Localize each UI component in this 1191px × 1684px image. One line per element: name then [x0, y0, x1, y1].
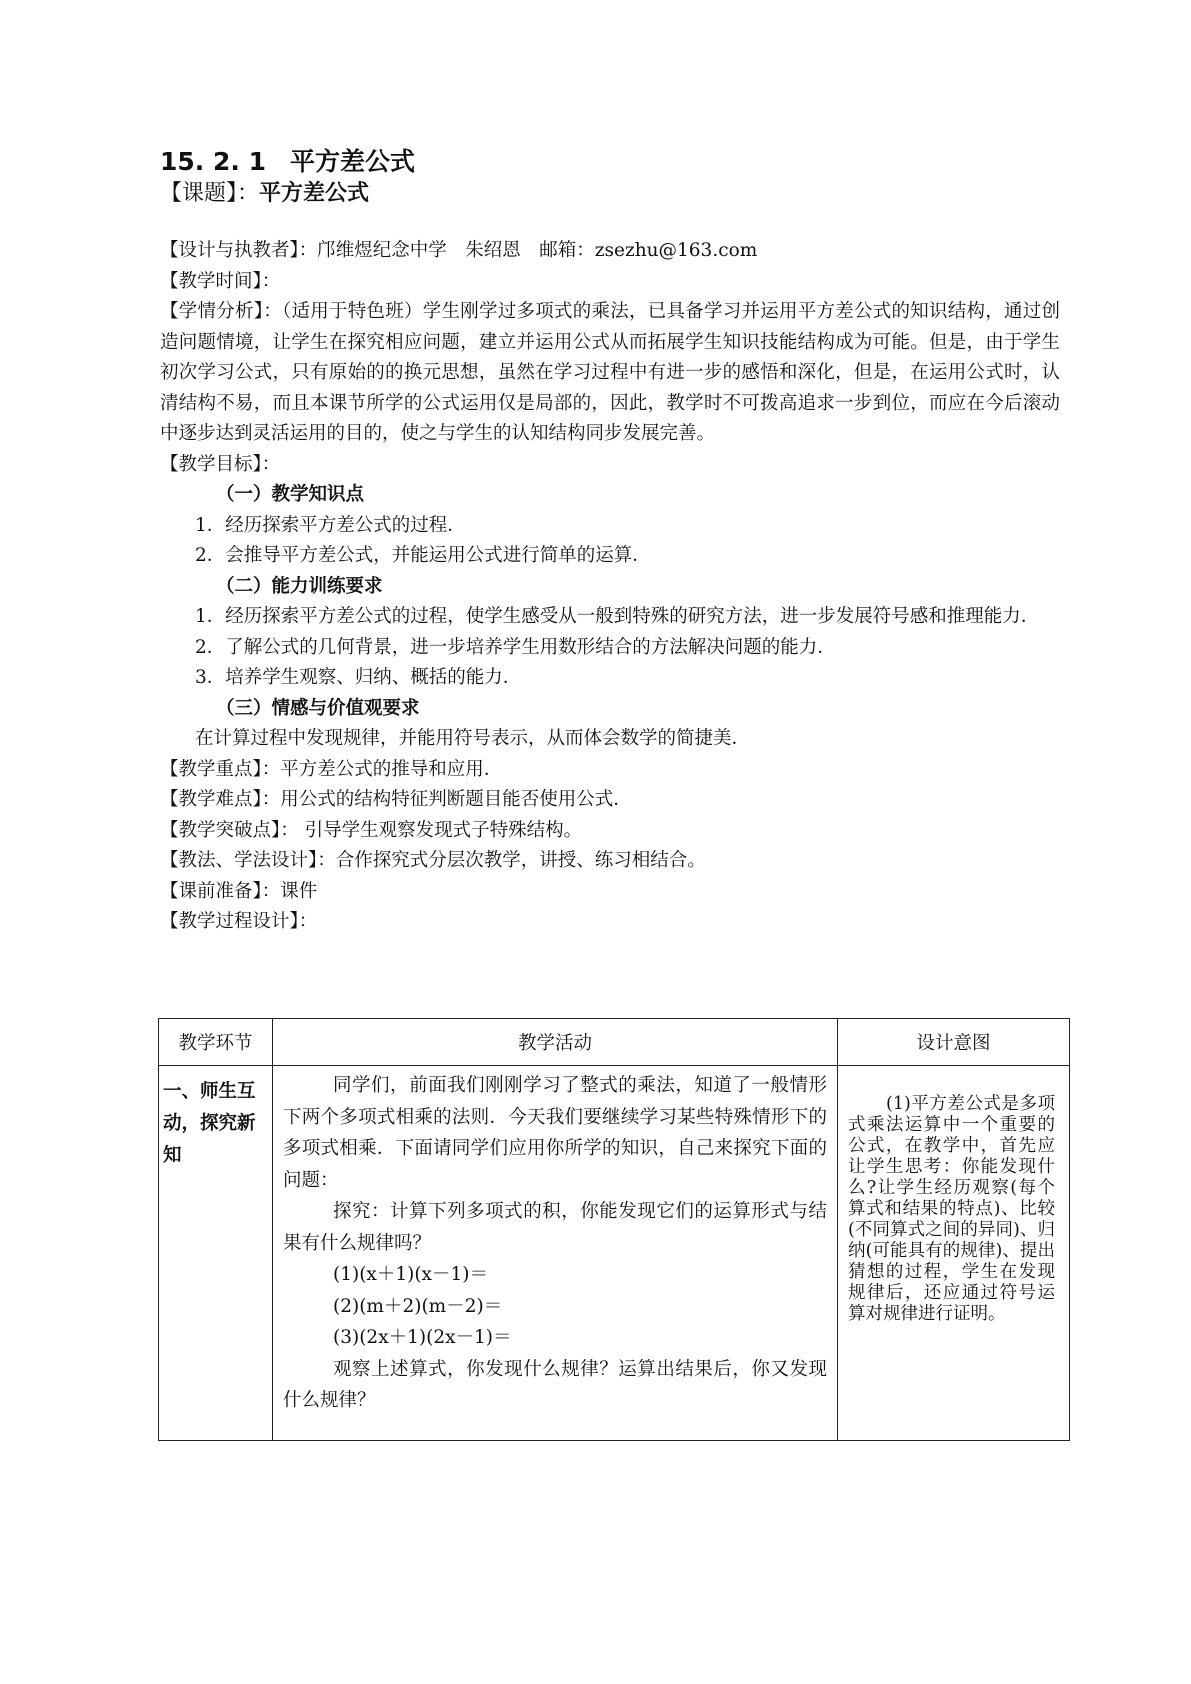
goal-section-2-item: 3．培养学生观察、归纳、概括的能力．: [195, 667, 522, 688]
topic-value: 平方差公式: [259, 181, 370, 206]
goal-section-1-item: 2．会推导平方差公式，并能运用公式进行简单的运算．: [195, 545, 651, 566]
stage-cell: 一、师生互动，探究新知: [159, 1066, 273, 1441]
expression-1: (1)(x＋1)(x－1)＝: [333, 1264, 488, 1285]
activity-observe: 观察上述算式，你发现什么规律？运算出结果后，你又发现什么规律？: [283, 1358, 827, 1411]
process-table: [158, 1018, 1070, 1441]
activity-explore: 探究：计算下列多项式的积，你能发现它们的运算形式与结果有什么规律吗？: [283, 1201, 827, 1254]
activity-paragraph: 同学们，前面我们刚刚学习了整式的乘法，知道了一般情形下两个多项式相乘的法则．今天我们要继续学习某些特殊情形下的多项式相乘．下面请同学们应用你所学的知识，自己来探究下面的问题：: [283, 1075, 827, 1191]
lesson-title: [160, 146, 1060, 178]
activity-cell: [273, 1066, 838, 1441]
goal-section-2-heading: （二）能力训练要求: [216, 575, 383, 597]
table-header-row: [159, 1019, 1070, 1066]
expression-2: (2)(m＋2)(m－2)＝: [333, 1295, 503, 1317]
table-row: [159, 1066, 1070, 1441]
goals-label: 【教学目标】：: [160, 453, 281, 475]
goal-section-2-item: 1．经历探索平方差公式的过程，使学生感受从一般到特殊的研究方法，进一步发展符号感和推理能力．: [195, 606, 1040, 627]
teaching-time: 【教学时间】：: [160, 270, 281, 292]
intent-cell: (1)平方差公式是多项式乘法运算中一个重要的公式，在教学中，首先应让学生思考：你能发现什么?让学生经历观察(每个算式和结果的特点)、比较(不同算式之间的异同)、归纳(可能具有的规律)、提出猜想的过程，学生在发现规律后，还应通过符号运算对规律进行证明。: [838, 1066, 1070, 1441]
process-design-label: 【教学过程设计】：: [160, 911, 318, 932]
key-point: 【教学重点】：平方差公式的推导和应用．: [160, 758, 503, 780]
header-stage: 教学环节: [159, 1019, 273, 1066]
header-activity: 教学活动: [273, 1019, 838, 1066]
goal-section-3-item: 在计算过程中发现规律，并能用符号表示，从而体会数学的简捷美．: [195, 728, 751, 749]
topic-label: 【课题】：: [160, 181, 260, 206]
preparation: 【课前准备】：课件: [160, 880, 318, 902]
breakthrough-point: 【教学突破点】： 引导学生观察发现式子特殊结构。: [160, 819, 583, 841]
expression-3: (3)(2x＋1)(2x－1)＝: [333, 1327, 512, 1348]
title-text: 平方差公式: [289, 147, 415, 176]
header-intent: 设计意图: [838, 1019, 1070, 1066]
document-body: [160, 146, 1060, 938]
goal-section-3-heading: （三）情感与价值观要求: [216, 697, 420, 719]
title-number: 15. 2. 1: [160, 147, 266, 176]
topic-line: [160, 178, 1060, 210]
goal-section-1-item: 1．经历探索平方差公式的过程．: [195, 514, 466, 536]
learning-analysis: 【学情分析】：（适用于特色班）学生刚学过多项式的乘法，已具备学习并运用平方差公式的知识结构，通过创造问题情境，让学生在探究相应问题，建立并运用公式从而拓展学生知识技能结构成为可能。但是，由于学生初次学习公式，只有原始的的换元思想，虽然在学习过程中有进一步的感悟和深化，但是，在运用公式时，认清结构不易，而且本课节所学的公式运用仅是局部的，因此，教学时不可拨高追求一步到位，而应在今后滚动中逐步达到灵活运用的目的，使之与学生的认知结构同步发展完善。: [160, 301, 1060, 444]
goal-section-2-item: 2．了解公式的几何背景，进一步培养学生用数形结合的方法解决问题的能力．: [195, 636, 836, 658]
goal-section-1-heading: （一）教学知识点: [216, 484, 365, 505]
difficulty: 【教学难点】：用公式的结构特征判断题目能否使用公式．: [160, 789, 632, 810]
designer-line: 【设计与执教者】：邝维煜纪念中学 朱绍恩 邮箱：zsezhu@163.com: [160, 240, 758, 261]
method-design: 【教法、学法设计】：合作探究式分层次教学，讲授、练习相结合。: [160, 850, 706, 871]
